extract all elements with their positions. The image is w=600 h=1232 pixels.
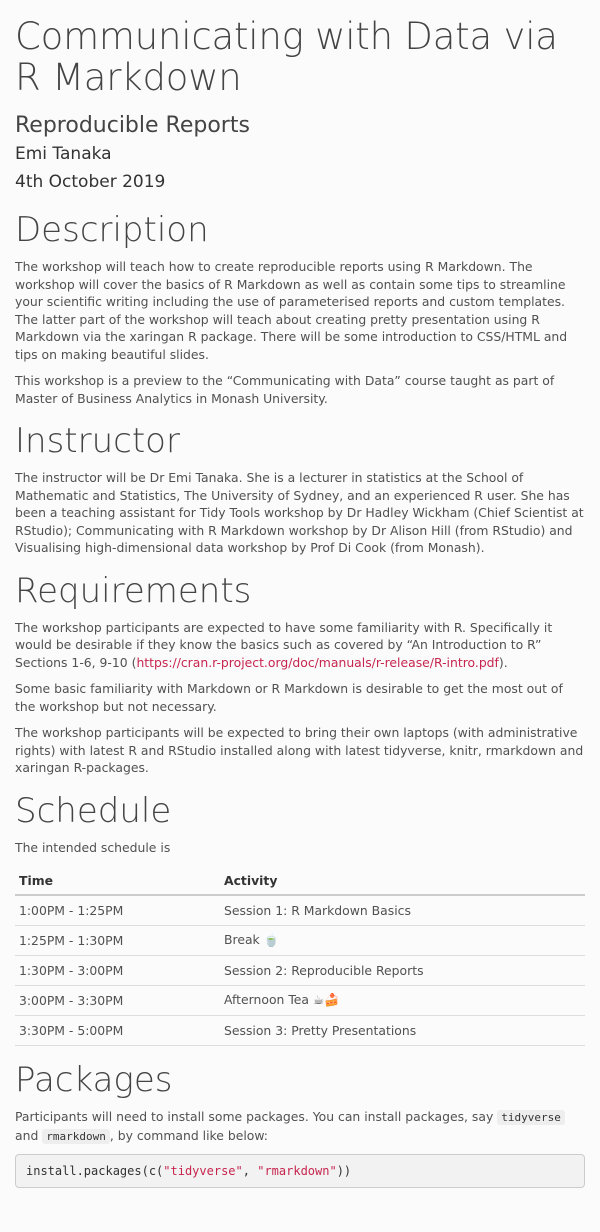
table-row	[15, 926, 585, 956]
requirements-paragraph-3: The workshop participants will be expected to bring their own laptops (with administrative rights) with latest R and RStudio installed along with latest tidyverse, knitr, rmarkdown and xaringan R-packages.	[15, 725, 584, 775]
date: 4th October 2019	[15, 172, 166, 192]
requirements-text-before: The workshop participants are expected to have some familiarity with R. Specifically it would be desirable if they know the basics such as covered by “An Introduction to R” Sections 1-6, 9-10 (	[15, 619, 553, 670]
inline-code-tidyverse: tidyverse	[497, 1110, 565, 1125]
column-header-activity: Activity	[220, 865, 585, 895]
activity-cell: Session 2: Reproducible Reports	[220, 956, 585, 986]
packages-section	[15, 1060, 585, 1188]
table-row	[15, 1016, 585, 1046]
description-heading: Description	[15, 210, 209, 250]
code-block	[15, 1154, 585, 1188]
document	[0, 16, 600, 1188]
requirements-text-after: ).	[498, 654, 508, 670]
schedule-intro: The intended schedule is	[15, 839, 171, 855]
description-paragraph-2: This workshop is a preview to the “Communicating with Data” course taught as part of Master of Business Analytics in Monash University.	[15, 373, 555, 406]
r-intro-link[interactable]: https://cran.r-project.org/doc/manuals/r-release/R-intro.pdf	[136, 654, 499, 670]
description-paragraph-1: The workshop will teach how to create reproducible reports using R Markdown. The workshop will cover the basics of R Markdown as well as contain some tips to streamline your scientific writing including the use of parameterised reports and custom templates. The latter part of the workshop will teach about creating pretty presentation using R Markdown via the xaringan R package. There will be some introduction to CSS/HTML and tips on making beautiful slides.	[15, 259, 568, 362]
activity-cell: Afternoon Tea ☕🍰	[220, 986, 585, 1016]
description-section	[15, 210, 585, 407]
code-separator: ,	[242, 1164, 258, 1178]
time-cell: 1:30PM - 3:00PM	[15, 956, 220, 986]
activity-cell: Break 🍵	[220, 926, 585, 956]
schedule-table	[15, 865, 585, 1046]
author: Emi Tanaka	[15, 144, 112, 164]
packages-text-2: and	[15, 1127, 43, 1143]
packages-text-3: , by command like below:	[109, 1127, 268, 1143]
code-string-tidyverse: "tidyverse"	[163, 1164, 243, 1178]
inline-code-rmarkdown: rmarkdown	[42, 1129, 110, 1144]
instructor-paragraph: The instructor will be Dr Emi Tanaka. She is a lecturer in statistics at the School of Mathematic and Statistics, The University of Sydney, and an experienced R user. She has been a teaching assistant for Tidy Tools workshop by Dr Hadley Wickham (Chief Scientist at RStudio); Communicating with R Markdown workshop by Dr Alison Hill (from RStudio) and Visualising high-dimensional data workshop by Prof Di Cook (from Monash).	[15, 470, 584, 555]
instructor-heading: Instructor	[15, 421, 180, 461]
requirements-paragraph-1	[15, 619, 585, 672]
time-cell: 1:00PM - 1:25PM	[15, 895, 220, 926]
time-cell: 1:25PM - 1:30PM	[15, 926, 220, 956]
schedule-section	[15, 791, 585, 1047]
instructor-section	[15, 421, 585, 557]
schedule-heading: Schedule	[15, 790, 172, 831]
column-header-time: Time	[15, 865, 220, 895]
requirements-paragraph-2: Some basic familiarity with Markdown or R Markdown is desirable to get the most out of the workshop but not necessary.	[15, 681, 563, 714]
table-row	[15, 986, 585, 1016]
table-header-row	[15, 865, 585, 895]
table-row	[15, 895, 585, 926]
code-string-rmarkdown: "rmarkdown"	[257, 1164, 337, 1178]
code-function: install.packages(c(	[26, 1164, 164, 1178]
time-cell: 3:00PM - 3:30PM	[15, 986, 220, 1016]
packages-text-1: Participants will need to install some packages. You can install packages, say	[15, 1109, 498, 1124]
page-subtitle: Reproducible Reports	[15, 113, 250, 138]
activity-cell: Session 3: Pretty Presentations	[220, 1016, 585, 1046]
activity-cell: Session 1: R Markdown Basics	[220, 895, 585, 926]
packages-paragraph	[15, 1108, 585, 1145]
page-title: Communicating with Data via R Markdown	[15, 15, 558, 99]
code-end: ))	[336, 1164, 352, 1178]
requirements-heading: Requirements	[15, 570, 252, 611]
table-row	[15, 956, 585, 986]
packages-heading: Packages	[15, 1060, 173, 1100]
time-cell: 3:30PM - 5:00PM	[15, 1016, 220, 1046]
requirements-section	[15, 571, 585, 777]
